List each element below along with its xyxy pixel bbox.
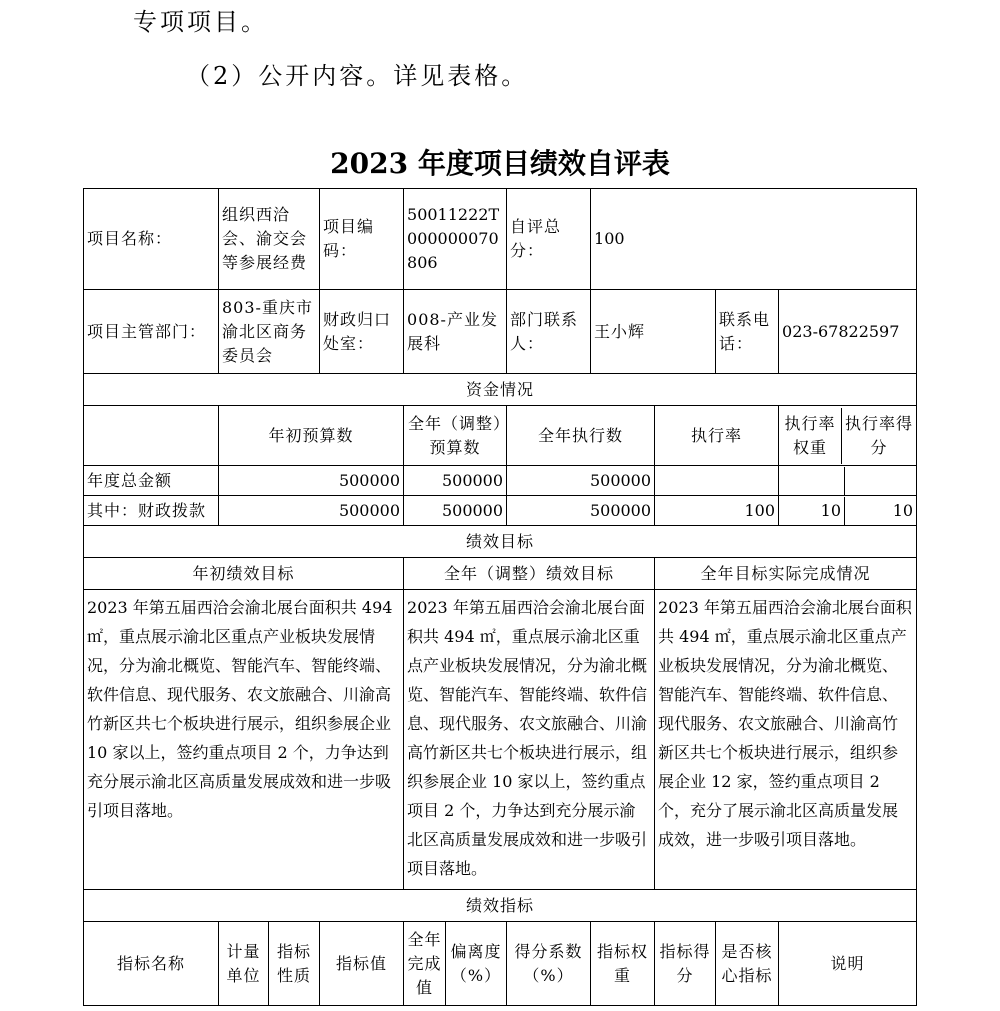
table-title: 2023 年度项目绩效自评表 [330,147,670,180]
self-score: 100 [591,189,917,290]
funds-row-label: 其中：财政拨款 [84,496,219,526]
funds-score [845,467,916,495]
funds-section-header: 资金情况 [84,374,917,406]
goals-header-actual: 全年目标实际完成情况 [655,558,917,590]
goal-adjusted-text: 2023 年第五届西洽会渝北展台面积共 494 ㎡，重点展示渝北区重点产业板块发展情况，分为渝北概览、智能汽车、智能终端、软件信息、现代服务、农文旅融合、川渝高竹新区共七个板块进行展示，组织参展企业 10 家以上，签约重点项目 2 个，力争达到充分展示渝北区高质量发展成效和进一步吸引项目落地。 [404,590,655,890]
goals-content-row [84,590,917,890]
ind-header-score: 指标得分 [655,922,716,1006]
funds-header-adjusted: 全年（调整）预算数 [404,406,507,466]
project-code-label: 项目编码： [320,189,404,290]
ind-header-name: 指标名称 [84,922,219,1006]
office: 008-产业发展科 [404,290,507,374]
funds-header-executed: 全年执行数 [507,406,655,466]
project-code: 50011222T000000070806 [404,189,507,290]
funds-executed: 500000 [507,496,655,526]
performance-table [83,188,917,1006]
funds-score: 10 [892,500,914,520]
funds-header-row [84,406,917,466]
funds-rate [655,466,779,496]
goals-header-row [84,558,917,590]
project-name: 组织西洽会、渝交会等参展经费 [219,189,320,290]
project-info-row-2 [84,290,917,374]
self-score-label: 自评总分： [507,189,591,290]
funds-adjusted: 500000 [404,496,507,526]
funds-executed: 500000 [507,466,655,496]
goals-section-header: 绩效目标 [84,526,917,558]
ind-header-deviation: 偏离度（%） [446,922,507,1006]
funds-header-blank [84,406,219,466]
ind-header-weight: 指标权重 [591,922,655,1006]
funds-weight [779,467,845,495]
goal-initial-text: 2023 年第五届西洽会渝北展台面积共 494 ㎡，重点展示渝北区重点产业板块发展情况，分为渝北概览、智能汽车、智能终端、软件信息、现代服务、农文旅融合、川渝高竹新区共七个板块进行展示，组织参展企业 10 家以上，签约重点项目 2 个，力争达到充分展示渝北区高质量发展成效和进一步吸引项目落地。 [84,590,404,890]
contact: 王小辉 [591,290,716,374]
funds-rate: 100 [655,496,779,526]
funds-weight-score [779,496,917,526]
funds-header-weight-score [779,406,917,466]
goal-actual-text: 2023 年第五届西洽会渝北展台面积共 494 ㎡，重点展示渝北区重点产业板块发展情况，分为渝北概览、智能汽车、智能终端、软件信息、现代服务、农文旅融合、川渝高竹新区共七个板块进行展示，组织参展企业 12 家，签约重点项目 2 个，充分了展示渝北区高质量发展成效，进一步吸引项目落地。 [655,590,917,890]
indicators-section-header: 绩效指标 [84,890,917,922]
funds-header-rate: 执行率 [655,406,779,466]
funds-row-total [84,466,917,496]
ind-header-coefficient: 得分系数（%） [507,922,591,1006]
goals-header-initial: 年初绩效目标 [84,558,404,590]
dept-label: 项目主管部门： [84,290,219,374]
funds-row-fiscal [84,496,917,526]
funds-header-initial: 年初预算数 [219,406,404,466]
contact-label: 部门联系人： [507,290,591,374]
ind-header-note: 说明 [779,922,917,1006]
funds-weight-score [779,466,917,496]
funds-initial: 500000 [219,466,404,496]
funds-header-weight: 执行率权重 [779,408,842,464]
project-name-label: 项目名称： [84,189,219,290]
funds-row-label: 年度总金额 [84,466,219,496]
office-label: 财政归口处室： [320,290,404,374]
project-info-row-1 [84,189,917,290]
phone: 023-67822597 [779,290,917,374]
ind-header-unit: 计量单位 [219,922,269,1006]
indicators-header-row [84,922,917,1006]
funds-header-score: 执行率得分 [845,413,914,457]
intro-line-1: 专项项目。 [133,8,268,36]
funds-weight: 10 [779,497,845,525]
phone-label: 联系电话： [716,290,779,374]
dept: 803-重庆市渝北区商务委员会 [219,290,320,374]
goals-header-adjusted: 全年（调整）绩效目标 [404,558,655,590]
ind-header-value: 指标值 [320,922,404,1006]
funds-initial: 500000 [219,496,404,526]
funds-adjusted: 500000 [404,466,507,496]
ind-header-completed: 全年完成值 [404,922,446,1006]
ind-header-nature: 指标性质 [269,922,320,1006]
intro-line-2: （2）公开内容。详见表格。 [186,62,529,90]
ind-header-core: 是否核心指标 [716,922,779,1006]
